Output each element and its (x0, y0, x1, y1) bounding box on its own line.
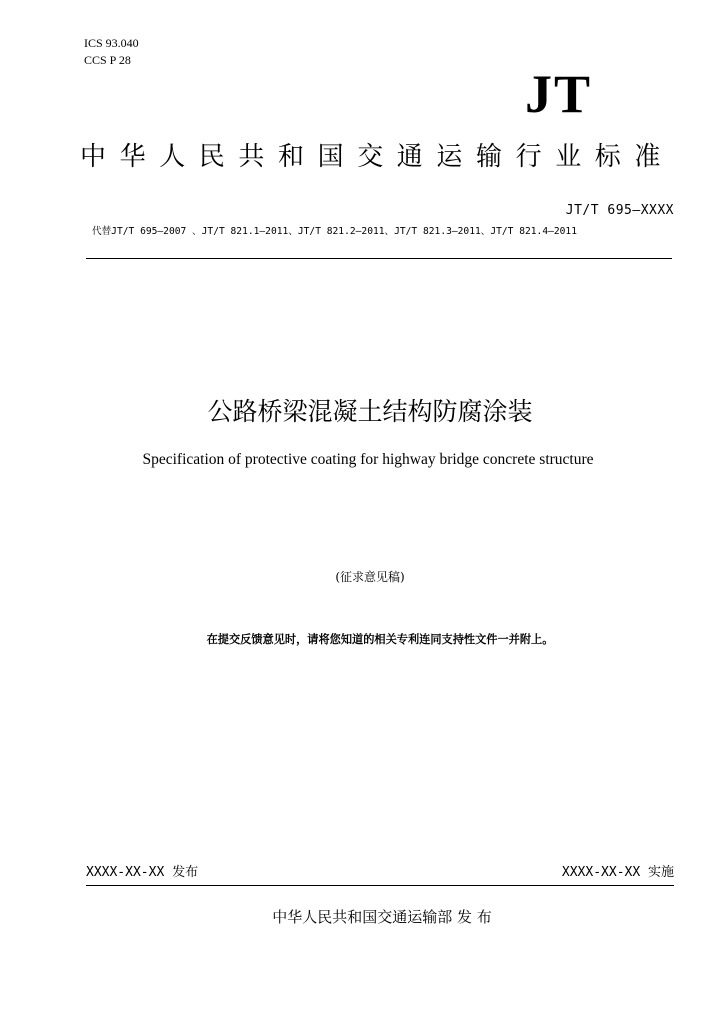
patent-notice: 在提交反馈意见时，请将您知道的相关专利连同支持性文件一并附上。 (206, 633, 554, 646)
implementation-date: XXXX-XX-XX 实施 (561, 865, 674, 880)
jt-logo: JT (525, 64, 593, 124)
draft-status: (征求意见稿) (335, 570, 405, 584)
document-title-cn: 公路桥梁混凝土结构防腐涂装 (207, 397, 533, 426)
footer-divider (86, 885, 674, 886)
ccs-code: CCS P 28 (84, 53, 131, 67)
publisher-line: 中华人民共和国交通运输部 发 布 (272, 908, 492, 926)
standard-number: JT/T 695—XXXX (565, 203, 674, 218)
issue-date: XXXX-XX-XX 发布 (86, 865, 199, 880)
ics-code: ICS 93.040 (84, 36, 139, 50)
replaces-line: 代替JT/T 695—2007 、JT/T 821.1—2011、JT/T 821.2—2011、JT/T 821.3—2011、JT/T 821.4—2011 (92, 226, 577, 237)
issuing-organization-heading: 中华人民共和国交通运输行业标准 (80, 142, 675, 172)
document-title-en: Specification of protective coating for highway bridge concrete structure (142, 451, 594, 468)
header-divider (86, 258, 672, 259)
